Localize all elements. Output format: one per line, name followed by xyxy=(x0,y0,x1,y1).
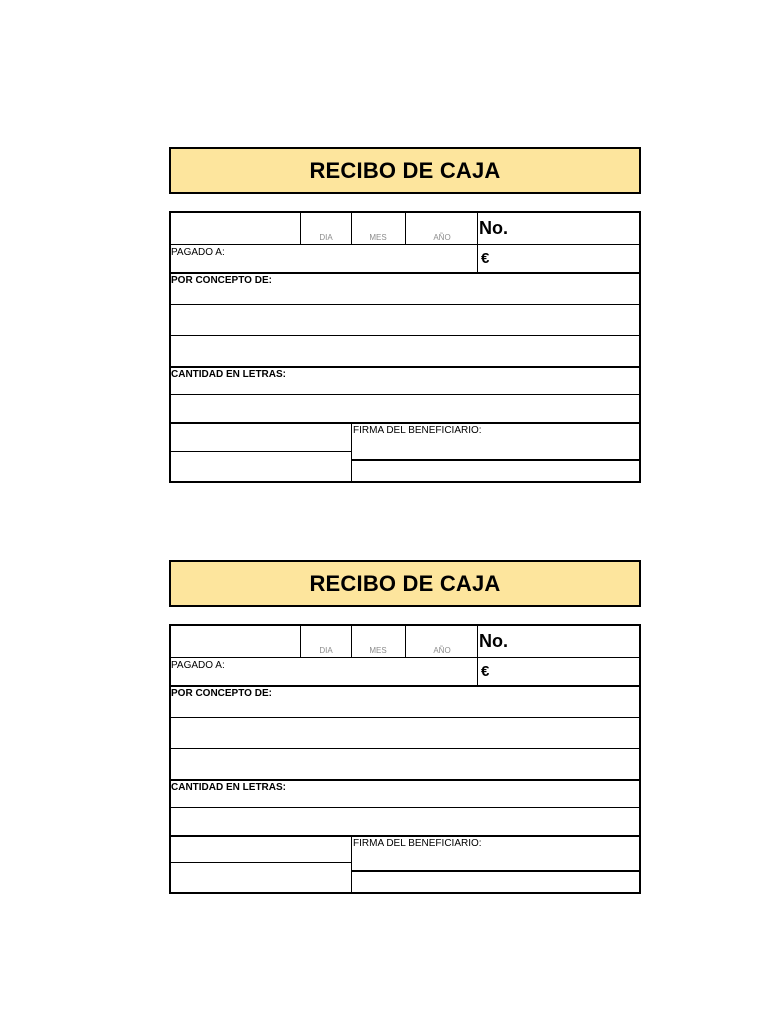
day-label: DIA xyxy=(319,646,333,655)
beneficiary-signature-label: FIRMA DEL BENEFICIARIO: xyxy=(353,838,482,849)
paid-to-label: PAGADO A: xyxy=(171,247,225,258)
receipt-title: RECIBO DE CAJA xyxy=(169,147,641,194)
receipt-number-label: No. xyxy=(479,631,508,651)
currency-symbol: € xyxy=(481,663,490,680)
beneficiary-signature-label: FIRMA DEL BENEFICIARIO: xyxy=(353,425,482,436)
receipt-form xyxy=(169,624,641,894)
amount-in-words-label: CANTIDAD EN LETRAS: xyxy=(171,369,286,380)
month-label: MES xyxy=(369,646,387,655)
currency-symbol: € xyxy=(481,250,490,267)
concept-label: POR CONCEPTO DE: xyxy=(171,275,272,286)
amount-in-words-label: CANTIDAD EN LETRAS: xyxy=(171,782,286,793)
receipt-form xyxy=(169,211,641,483)
receipt-title: RECIBO DE CAJA xyxy=(169,560,641,607)
year-label: AÑO xyxy=(433,233,451,242)
year-label: AÑO xyxy=(433,646,451,655)
receipt-number-label: No. xyxy=(479,218,508,238)
month-label: MES xyxy=(369,233,387,242)
concept-label: POR CONCEPTO DE: xyxy=(171,688,272,699)
day-label: DIA xyxy=(319,233,333,242)
paid-to-label: PAGADO A: xyxy=(171,660,225,671)
